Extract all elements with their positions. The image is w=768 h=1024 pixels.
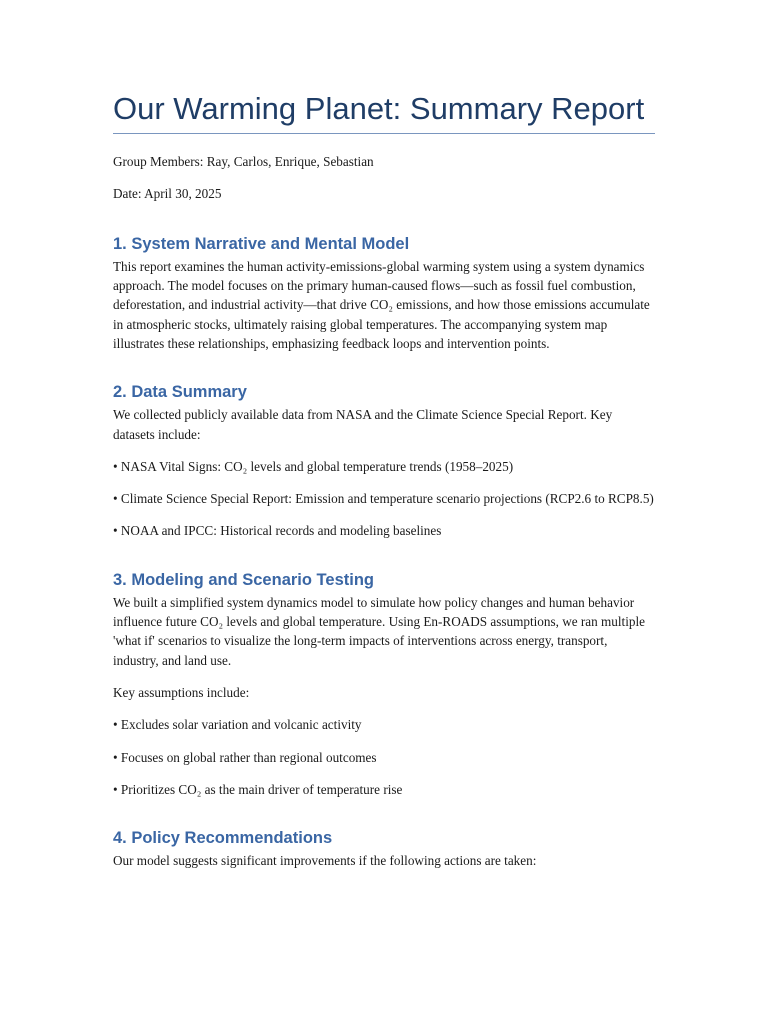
section-paragraph: Key assumptions include: xyxy=(113,684,250,700)
sections-container xyxy=(113,233,655,871)
document-title: Our Warming Planet: Summary Report xyxy=(113,91,645,126)
title-underline xyxy=(113,133,655,134)
bullet-item: • NASA Vital Signs: CO₂ levels and global temperature trends (1958–2025) xyxy=(113,458,514,474)
section-heading: 3. Modeling and Scenario Testing xyxy=(113,570,374,589)
bullet-item: • Climate Science Special Report: Emission and temperature scenario projections (RCP2.6 to RCP8.5) xyxy=(113,491,654,507)
section-heading: 2. Data Summary xyxy=(113,383,247,402)
bullet-item: • Focuses on global rather than regional outcomes xyxy=(113,749,377,765)
bullet-item: • Prioritizes CO₂ as the main driver of temperature rise xyxy=(113,781,403,797)
group-members-line: Group Members: Ray, Carlos, Enrique, Sebastian xyxy=(113,154,374,170)
section-2 xyxy=(113,381,655,540)
document-body xyxy=(113,90,655,870)
section-4 xyxy=(113,827,655,870)
section-paragraph: We collected publicly available data from NASA and the Climate Science Special Report. Key datasets include: xyxy=(113,407,613,442)
section-1 xyxy=(113,233,655,353)
section-paragraph: Our model suggests significant improvements if the following actions are taken: xyxy=(113,853,537,869)
bullet-item: • Excludes solar variation and volcanic activity xyxy=(113,717,362,733)
section-paragraph: This report examines the human activity-emissions-global warming system using a system dynamics approach. The model focuses on the primary human-caused flows—such as fossil fuel combustion, deforestation, and industrial activity—that drive CO₂ emissions, and how those emissions accumulate in atmospheric stocks, ultimately raising global temperatures. The accompanying system map illustrates these relationships, emphasizing feedback loops and intervention points. xyxy=(113,258,650,351)
section-paragraph: We built a simplified system dynamics model to simulate how policy changes and human behavior influence future CO₂ levels and global temperature. Using En-ROADS assumptions, we ran multiple 'what if' scenarios to visualize the long-term impacts of interventions across energy, transport, industry, and land use. xyxy=(113,594,645,668)
section-heading: 4. Policy Recommendations xyxy=(113,829,333,848)
bullet-item: • NOAA and IPCC: Historical records and modeling baselines xyxy=(113,523,442,539)
date-line: Date: April 30, 2025 xyxy=(113,186,222,202)
section-3 xyxy=(113,569,655,799)
section-heading: 1. System Narrative and Mental Model xyxy=(113,234,410,253)
